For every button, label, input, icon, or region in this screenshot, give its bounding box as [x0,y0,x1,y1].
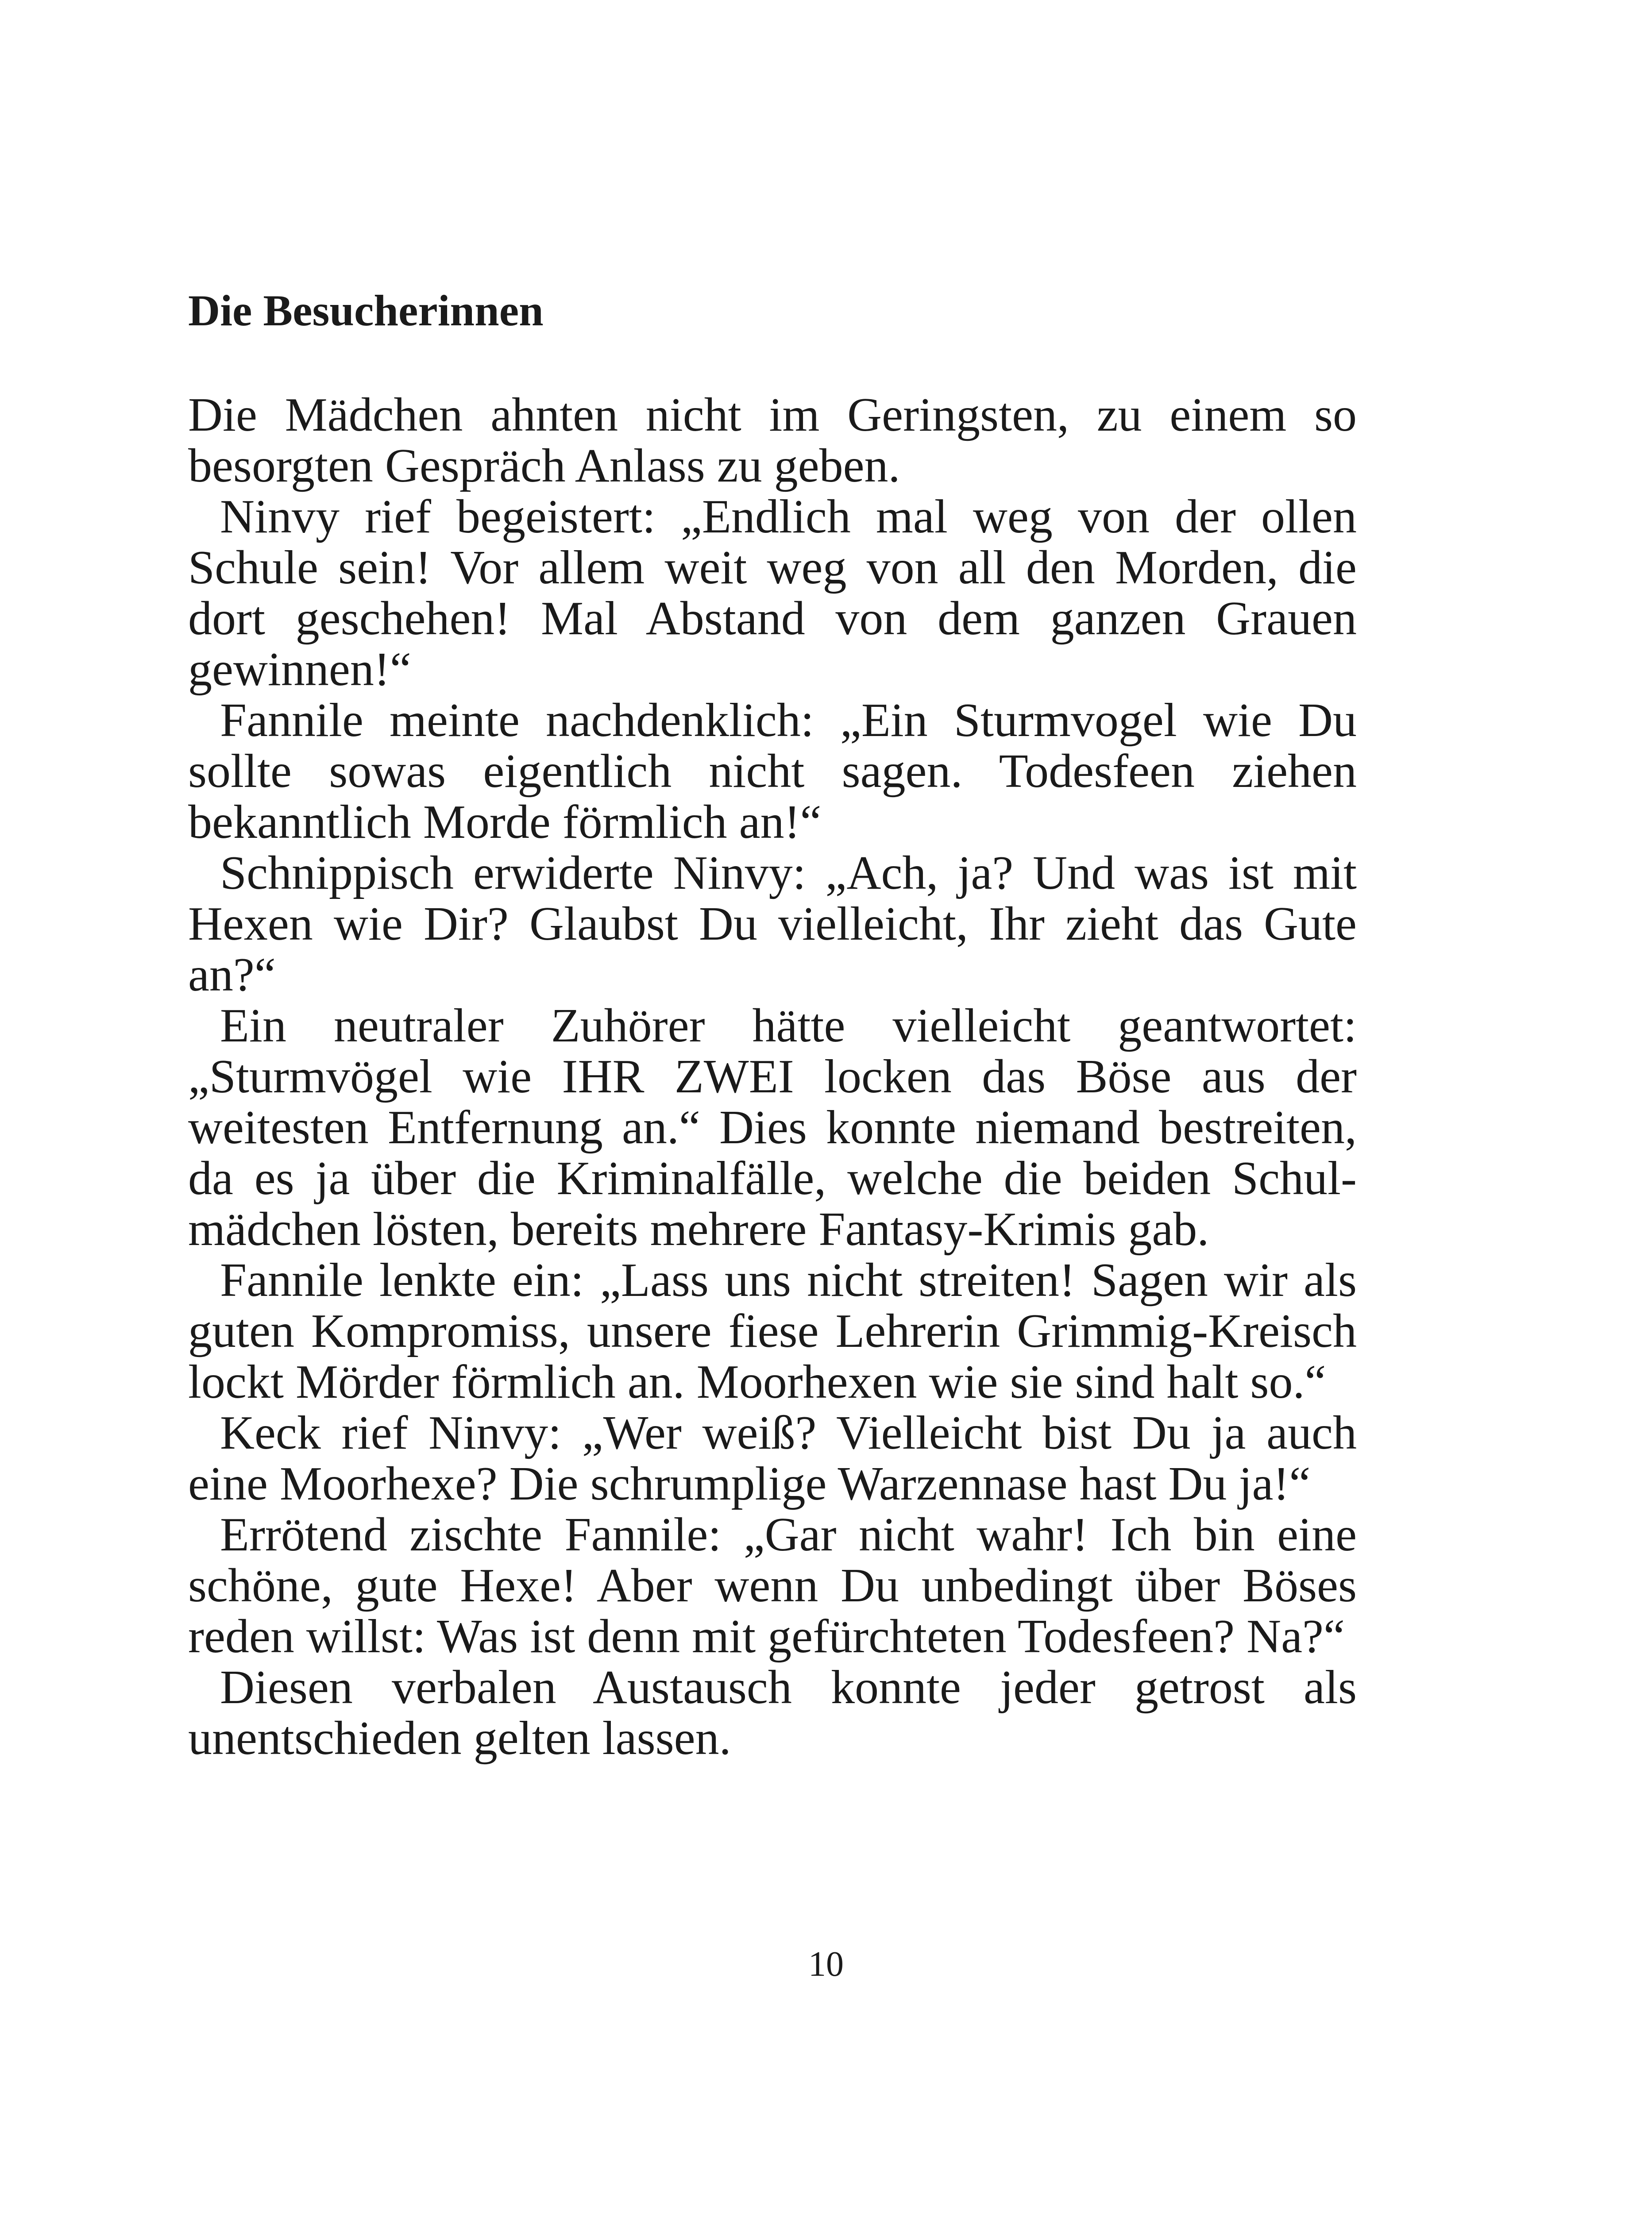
paragraph: Fannile meinte nachdenklich: „Ein Sturmvogel wie Du sollte sowas eigentlich nicht sagen. Todesfeen ziehen bekanntlich Morde förmlich an!“ [188,694,1357,848]
paragraph: Errötend zischte Fannile: „Gar nicht wahr! Ich bin eine schöne, gute Hexe! Aber wenn Du unbedingt über Böses reden willst: Was ist denn mit gefürchteten Todesfeen? Na?“ [188,1508,1357,1663]
paragraph: Fannile lenkte ein: „Lass uns nicht streiten! Sagen wir als guten Kompromiss, unsere fiese Lehrerin Grimmig-Kreisch lockt Mörder förmlich an. Moorhexen wie sie sind halt so.“ [188,1254,1357,1408]
paragraph: Ein neutraler Zuhörer hätte vielleicht geantwortet: „Sturmvögel wie IHR ZWEI locken das Böse aus der weitesten Entfernung an.“ Dies konnte niemand bestreiten, da es ja über die Kriminalfälle, welche die beiden Schulmädchen lösten, bereits mehrere Fantasy-Krimis gab. [188,999,1357,1256]
page-number: 10 [808,1945,844,1984]
paragraph: Ninvy rief begeistert: „Endlich mal weg von der ollen Schule sein! Vor allem weit weg von all den Morden, die dort geschehen! Mal Abstand von dem ganzen Grauen gewinnen!“ [188,490,1357,696]
body-text [188,389,1357,1764]
chapter-title: Die Besucherinnen [188,286,544,335]
paragraph: Schnippisch erwiderte Ninvy: „Ach, ja? Und was ist mit Hexen wie Dir? Glaubst Du vielleicht, Ihr zieht das Gute an?“ [188,847,1357,1001]
paragraph: Diesen verbalen Austausch konnte jeder getrost als unentschieden gelten lassen. [188,1661,1357,1765]
paragraph: Die Mädchen ahnten nicht im Geringsten, zu einem so besorgten Gespräch Anlass zu geben. [188,389,1357,492]
paragraph: Keck rief Ninvy: „Wer weiß? Vielleicht bist Du ja auch eine Moorhexe? Die schrumplige Warzennase hast Du ja!“ [188,1407,1357,1510]
